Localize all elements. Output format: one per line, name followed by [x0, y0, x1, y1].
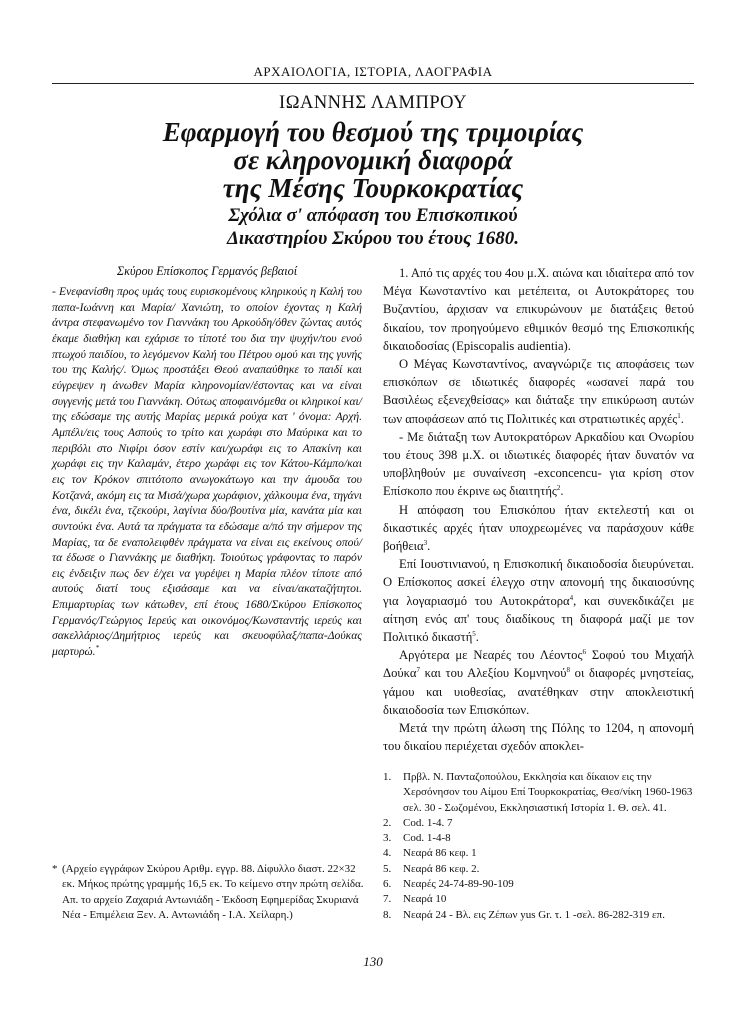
paragraph-text: Επί Ιουστινιανού, η Επισκοπική δικαιοδοσία διευρύνεται. Ο Επίσκοπος ασκεί έλεγχο στην απονομή της δικαιοσύνης για λογαριασμό του Αυτοκράτορα	[383, 557, 694, 608]
paragraph-text: 1. Από τις αρχές του 4ου μ.Χ. αιώνα και ιδιαίτερα από τον Μέγα Κωνσταντίνο και μετέπειτα, οι Αυτοκράτορες του Βυζαντίου, άρχισαν να επικυρώνουν με διατάξεις θετού δικαίου, τον προηγούμενο εθιμικόν θεσμό της Επισκοπικής δικαιοδοσίας (Episcopalis audientia).	[383, 266, 694, 353]
paragraph-text: οι διαφορές μνηστείας, γάμου και υιοθεσίας, ανατέθηκαν στην αποκλειστική δικαιοδοσία των Επισκόπων.	[383, 666, 695, 717]
paragraph-text: .	[560, 484, 564, 499]
footnote-2	[383, 816, 694, 831]
source-note-text: (Αρχείο εγγράφων Σκύρου Αριθμ. εγγρ. 88. Δίφυλλο διαστ. 22×32 εκ. Μήκος πρώτης γραμμής 16,5 εκ. Το κείμενο στην πρώτη σελίδα. Απ. το αρχείο Ζαχαριά Αντωνιάδη - Έκδοση Εφημερίδας Σκυριανά Νέα - Επιμέλεια Ξεν. Α. Αντωνιάδη - Ι.Α. Χείλαρη.)	[62, 863, 364, 921]
footnote-text: Νεαρά 86 κεφ. 2.	[403, 862, 480, 875]
header-rule	[52, 83, 694, 84]
footnote-5	[383, 862, 694, 877]
footnote-number: 6.	[383, 878, 392, 891]
article-author: ΙΩΑΝΝΗΣ ΛΑΜΠΡΟΥ	[279, 93, 467, 113]
document-heading: Σκύρου Επίσκοπος Γερμανός βεβαιοί	[116, 264, 298, 278]
footnote-number: 5.	[383, 862, 392, 875]
body-paragraph-7	[383, 719, 694, 755]
footnote-number: 4.	[383, 847, 392, 860]
title-line-1: Εφαρμογή του θεσμού της τριμοιρίας	[162, 117, 584, 147]
paragraph-text: Η απόφαση του Επισκόπου ήταν εκτελεστή και οι δικαστικές αρχές ήταν υποχρεωμένες να παράσχουν κάθε βοήθεια	[383, 502, 694, 554]
document-note-mark: *	[95, 644, 99, 653]
document-text: - Ενεφανίσθη προς υμάς τους ευρισκομένους κληρικούς η Καλή του παπα-Ιωάννη και Μαρία/ Χανιώτη, το οποίον έχοντας η Καλή άντρα στεφανωμένο τον Γιαννάκη του Αρκούδη/όθεν ζώντας αυτός έκαμε διαθήκη και εχάρισε το τίποτέ του δια την ψυχήν/του ενού πτωχού παιδίου, το λεγόμενον Καλή του Πέτρου ομού και της γυνής του της Καλής/. Όμως προστάξει Θεού αναπαύθηκε το παιδί και εύγρεψεν η άνωθεν Μαρία κληρονομίαν/έστοντας και να είναι συγγενής μετά του Γιαννάκη. Ούτως αποφαινόμεθα οι κληρικοί και/της εδώσαμε της αυτής Μαρίας μερικά ρούχα κατ ' όνομα: Αρχή. Αμπέλι/εις τους Ασπούς το τρίτο και χωράφι στο Μαύρικα και το περιβόλι στο Νιφίρι όσον εστίν και/χωράφι εις το Απακίνη και χωράφι εις την Καλαμάν, έτερο χωράφι εις τον Κάτου-Κάμπο/και εις τον Κρόκον σπιτότοπο ανωγοκάτωγο και την άμουδα του Κοτζανά, ακόμη εις τα Μισά/χωρα χωράφιον, χάλκουμα ένα, τηγάνι ένα, δικέλι ένα, τζεκούρι, λαγίνια δύο/βουτίνα μία, κανάτα μία και συντούκι ένα. Αυτά τα πράγματα τα εδώσαμε α/πό την σήμερον της Μαρίας, τα δε εναπολειφθέν πράγματα να είναι εις εκείνους οπού/τα έδωσε ο Γιαννάκης με διαθήκη. Τοιούτως γράφοντας το παρόν εις ένδειξιν πως δεν έ/χει να γυρέψει η Μαρία πλέον τίποτε από αυτούς διατί τους εξισάσαμε και να είναι/ακαταζήτητοι. Επιμαρτυρίας των κάτωθεν, επί έτους 1680/Σκύρου Επίσκοπος Γερμανός/Γεώργιος Ιερεύς και οικονόμος/Κωνσταντής ιερεύς και σακελλάριος/Δημήτριος ιερεύς και σκευοφύλαξ/παπα-Δούκας μαρτυρώ.	[52, 285, 362, 659]
paragraph-text: Ο Μέγας Κωνσταντίνος, αναγνώριζε τις αποφάσεις των επισκόπων σε ιδιωτικές διαφορές «ωσανεί παρά του Βασιλέως εξενεχθείσας» και διάταξε την επικύρωση αυτών των αποφάσεων από τις Πολιτικές και στρατιωτικές αρχές	[383, 357, 694, 426]
paragraph-text: .	[680, 411, 684, 426]
paragraph-text: Σοφού του Μιχαήλ Δούκα	[383, 648, 694, 681]
footnote-ref-5[interactable]: 5	[472, 629, 476, 638]
subtitle-line-2: Δικαστηρίου Σκύρου του έτους 1680.	[226, 228, 520, 249]
footnote-1	[383, 770, 694, 816]
source-note-mark: *	[52, 863, 58, 875]
footnote-ref-1[interactable]: 1	[677, 411, 681, 420]
body-paragraph-6	[383, 646, 694, 719]
paragraph-text: .	[475, 630, 479, 645]
body-paragraph-4	[383, 501, 694, 556]
footnote-ref-7[interactable]: 7	[416, 666, 420, 675]
document-source-note	[52, 862, 364, 923]
running-head: ΑΡΧΑΙΟΛΟΓΙΑ, ΙΣΤΟΡΙΑ, ΛΑΟΓΡΑΦΙΑ	[253, 64, 493, 79]
paragraph-text: Μετά την πρώτη άλωση της Πόλης το 1204, η απονομή του δικαίου περιέχεται σχεδόν αποκλει-	[383, 721, 694, 754]
article-body	[383, 264, 694, 755]
footnote-text: Cod. 1-4. 7	[403, 816, 453, 829]
footnote-number: 1.	[383, 771, 392, 783]
footnote-ref-3[interactable]: 3	[423, 538, 428, 547]
footnote-text: Νεαρά 10	[403, 893, 447, 906]
body-paragraph-5	[383, 555, 694, 646]
paragraph-text: - Με διάταξη των Αυτοκρατόρων Αρκαδίου και Ονωρίου του έτους 398 μ.Χ. οι ιδιωτικές διαφορές ήταν δυνατόν να υποβληθούν με συναίνεση -exconcencu- για κρίση στον Επίσκοπο που έκρινε ως διαιτητής	[383, 429, 694, 499]
paragraph-text: Αργότερα με Νεαρές του Λέοντος	[399, 648, 583, 663]
page-number: 130	[363, 954, 383, 969]
footnote-text: Cod. 1-4-8	[403, 832, 451, 845]
footnote-number: 2.	[383, 816, 392, 829]
subtitle-line-1: Σχόλια σ' απόφαση του Επισκοπικού	[228, 205, 518, 226]
footnote-ref-4[interactable]: 4	[569, 593, 574, 602]
footnote-8	[383, 908, 694, 923]
footnote-text: Πρβλ. Ν. Πανταζοπούλου, Εκκλησία και δίκαιον εις την Χερσόνησον του Αίμου Επί Τουρκοκρατίας, Θεσ/νίκη 1960-1963 σελ. 30 - Σωζομένου, Εκκλησιαστική Ιστορία 1. Θ. σελ. 41.	[403, 771, 693, 814]
footnote-number: 3.	[383, 832, 392, 845]
body-paragraph-2	[383, 355, 694, 428]
footnote-3	[383, 831, 694, 846]
footnote-ref-6[interactable]: 6	[582, 648, 586, 657]
paragraph-text: .	[427, 539, 431, 554]
footnote-6	[383, 877, 694, 892]
title-line-3: της Μέσης Τουρκοκρατίας	[222, 173, 524, 203]
body-paragraph-1	[383, 264, 694, 355]
footnote-number: 8.	[383, 908, 392, 921]
title-line-2: σε κληρονομική διαφορά	[233, 145, 513, 175]
footnote-text: Νεαρά 86 κεφ. 1	[403, 847, 477, 860]
paragraph-text: , και συνεκδικάζει με αίτηση ενός απ' τους διαδίκους τη διαφορά μαζί με τον Πολιτικό δικαστή	[383, 593, 694, 645]
footnote-7	[383, 892, 694, 907]
footnote-4	[383, 846, 694, 861]
body-paragraph-3	[383, 428, 694, 501]
footnote-text: Νεαρά 24 - Βλ. εις Ζέπων yus Gr. τ. 1 -σελ. 86-282-319 επ.	[403, 908, 665, 921]
footnotes-list	[383, 770, 694, 923]
footnote-text: Νεαρές 24-74-89-90-109	[403, 878, 514, 891]
document-column	[52, 264, 362, 660]
footnote-ref-2[interactable]: 2	[556, 484, 561, 493]
footnote-number: 7.	[383, 893, 392, 906]
footnote-ref-8[interactable]: 8	[566, 666, 570, 675]
paragraph-text: και του Αλεξίου Κομνηνού	[419, 666, 567, 681]
document-transcription	[52, 284, 362, 660]
